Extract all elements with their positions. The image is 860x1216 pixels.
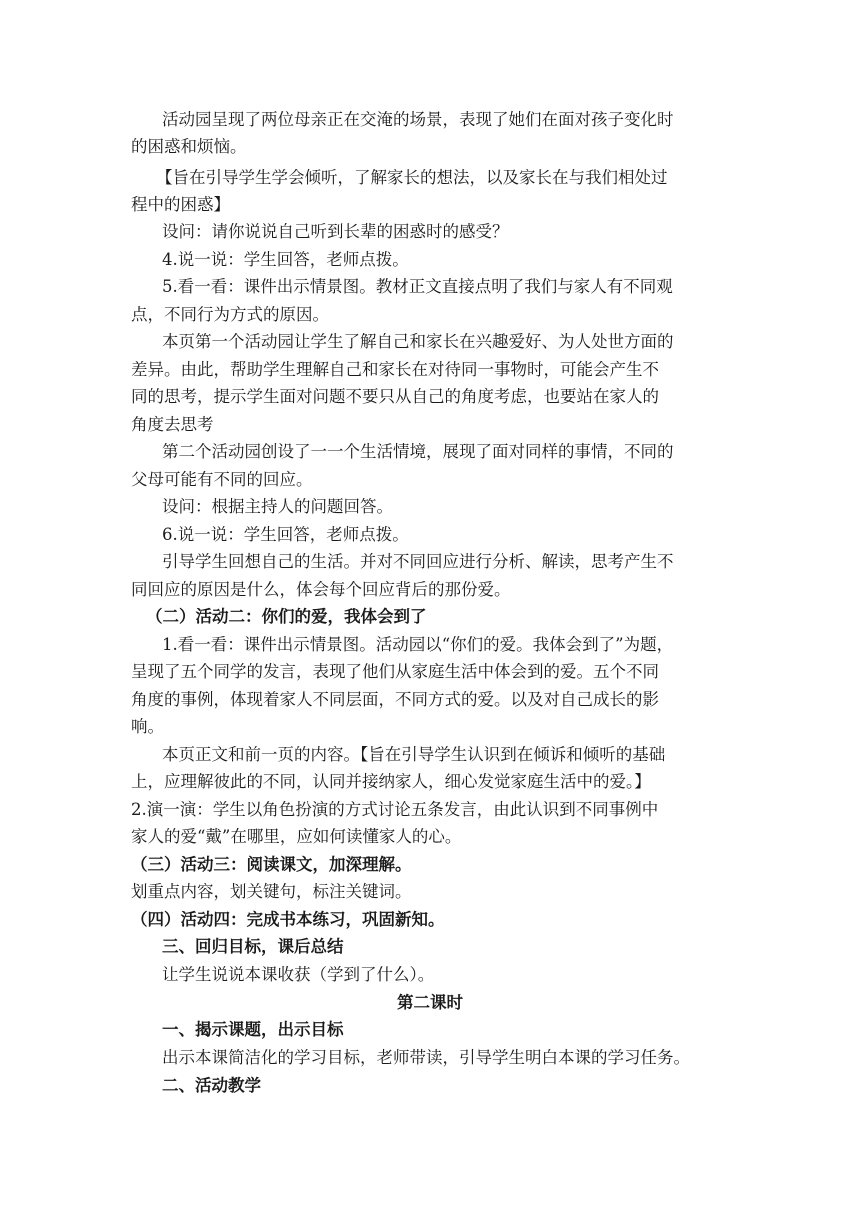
section-heading: 二、活动教学 (162, 1076, 261, 1095)
section-heading: （二）活动二：你们的爱，我体会到了 (146, 607, 427, 626)
paragraph-line: 设问：根据主持人的问题回答。 (162, 497, 393, 516)
paragraph-line: 【旨在引导学生学会倾听，了解家长的想法，以及家长在与我们相处过 (156, 168, 668, 187)
paragraph-line: 同回应的原因是什么，体会每个回应背后的那份爱。 (131, 580, 511, 599)
paragraph-line: 点，不同行为方式的原因。 (131, 305, 329, 324)
paragraph-line: 活动园呈现了两位母亲正在交淹的场景，表现了她们在面对孩子变化时 (162, 110, 674, 129)
lesson-title: 第二课时 (397, 993, 463, 1012)
paragraph-line: 程中的困惑】 (131, 195, 230, 214)
paragraph-line: 上，应理解彼此的不同，认同并接纳家人，细心发觉家庭生活中的爱。】 (131, 772, 651, 791)
paragraph-line: 6.说一说：学生回答，老师点拨。 (162, 525, 409, 544)
paragraph-line: 引导学生回想自己的生活。并对不同回应进行分析、解读，思考产生不 (162, 552, 674, 571)
section-heading: 一、揭示课题，出示目标 (162, 1020, 344, 1039)
paragraph-line: 呈现了五个同学的发言，表现了他们从家庭生活中体会到的爱。五个不同 (131, 662, 659, 681)
paragraph-line: 让学生说说本课收获（学到了什么）。 (162, 965, 435, 984)
paragraph-line: 家人的爱“戴”在哪里，应如何读懂家人的心。 (131, 827, 462, 846)
paragraph-line: 角度去思考 (131, 415, 214, 434)
paragraph-line: 2.演一演：学生以角色扮演的方式讨论五条发言，由此认识到不同事例中 (131, 800, 659, 819)
section-heading: （三）活动三：阅读课文，加深理解。 (131, 855, 412, 874)
paragraph-line: 划重点内容，划关键句，标注关键词。 (131, 882, 412, 901)
paragraph-line: 同的思考，提示学生面对问题不要只从自己的角度考虑，也要站在家人的 (131, 387, 659, 406)
paragraph-line: 第二个活动园创设了一一个生活情境，展现了面对同样的事情，不同的 (162, 442, 674, 461)
section-heading: （四）活动四：完成书本练习，巩固新知。 (131, 910, 445, 929)
paragraph-line: 响。 (131, 717, 164, 736)
paragraph-line: 1.看一看：课件出示情景图。活动园以“你们的爱。我体会到了”为题， (162, 635, 674, 654)
paragraph-line: 的困惑和烦恼。 (131, 137, 247, 156)
paragraph-line: 设问：请你说说自己听到长辈的困惑时的感受？ (162, 222, 509, 241)
paragraph-line: 角度的事例，体现着家人不同层面，不同方式的爱。以及对自己成长的影 (131, 690, 659, 709)
paragraph-line: 本页第一个活动园让学生了解自己和家长在兴趣爱好、为人处世方面的 (162, 332, 674, 351)
paragraph-line: 4.说一说：学生回答，老师点拨。 (162, 250, 409, 269)
paragraph-line: 本页正文和前一页的内容。【旨在引导学生认识到在倾诉和倾听的基础 (162, 745, 666, 764)
paragraph-line: 差异。由此，帮助学生理解自己和家长在对待同一事物时，可能会产生不 (131, 360, 659, 379)
paragraph-line: 出示本课简洁化的学习目标，老师带读，引导学生明白本课的学习任务。 (162, 1048, 690, 1067)
section-heading: 三、回归目标，课后总结 (162, 937, 344, 956)
paragraph-line: 父母可能有不同的回应。 (131, 470, 313, 489)
paragraph-line: 5.看一看：课件出示情景图。教材正文直接点明了我们与家人有不同观 (162, 277, 673, 296)
